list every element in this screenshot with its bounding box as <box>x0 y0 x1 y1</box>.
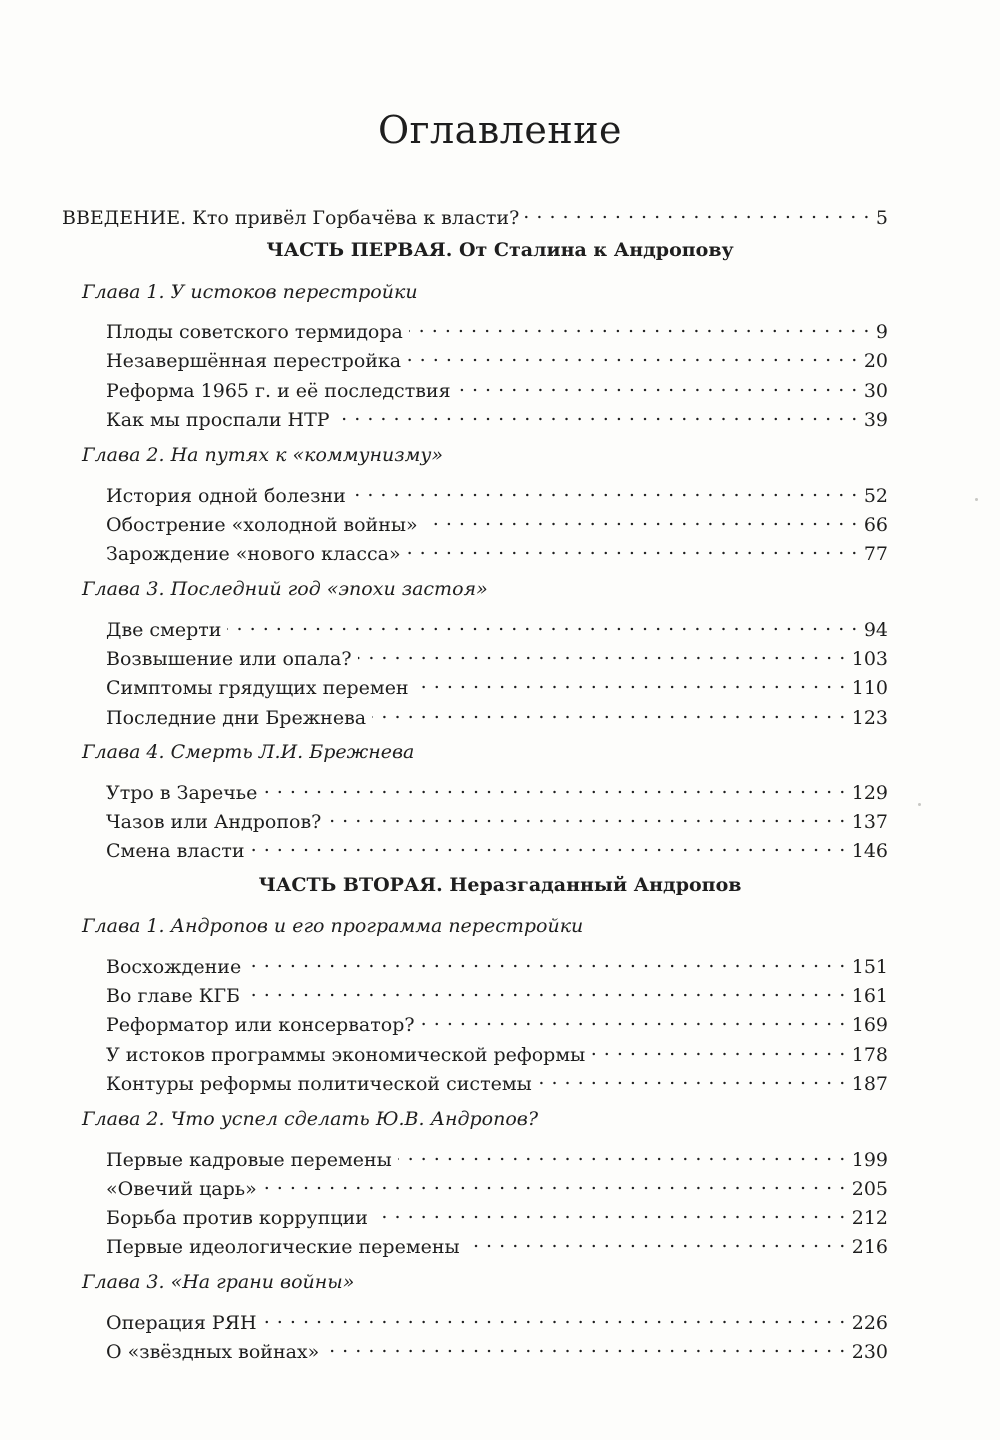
leader-dots <box>421 1007 846 1031</box>
toc-entry-page: 39 <box>863 409 888 431</box>
toc-entry-page: 199 <box>851 1149 888 1171</box>
toc-entry-title: Незавершённая перестройка <box>106 350 402 372</box>
leader-dots <box>327 804 845 828</box>
toc-entry-title: Восхождение <box>106 956 242 978</box>
toc-entry-title: Первые идеологические перемены <box>106 1236 460 1258</box>
toc-entry-title: Плоды советского термидора <box>106 321 403 343</box>
toc-entry-title: ВВЕДЕНИЕ. Кто привёл Горбачёва к власти? <box>62 207 520 229</box>
toc-entry-title: Две смерти <box>106 619 222 641</box>
part-heading <box>0 238 1000 262</box>
toc-entry-page: 30 <box>863 380 888 402</box>
toc-entry[interactable] <box>106 641 888 671</box>
toc-entry[interactable] <box>106 373 888 403</box>
toc-entry[interactable] <box>106 536 888 566</box>
toc-entry-page: 169 <box>851 1014 888 1036</box>
leader-dots <box>325 1334 845 1358</box>
chapter-heading: Глава 1. У истоков перестройки <box>82 281 418 303</box>
leader-dots <box>457 373 858 397</box>
toc-entry-title: О «звёздных войнах» <box>106 1341 320 1363</box>
leader-dots <box>525 200 870 224</box>
toc-entry-introduction[interactable] <box>62 200 888 230</box>
toc-entry-title: Реформатор или консерватор? <box>106 1014 415 1036</box>
leader-dots <box>263 775 845 799</box>
leader-dots <box>398 1142 846 1166</box>
toc-entry[interactable] <box>106 978 888 1008</box>
part-name: От Сталина к Андропову <box>458 239 734 261</box>
leader-dots <box>374 1200 846 1224</box>
toc-entry-title: Симптомы грядущих перемен <box>106 677 409 699</box>
toc-entry-title: Обострение «холодной войны» <box>106 514 418 536</box>
leader-dots <box>407 536 858 560</box>
leader-dots <box>591 1037 845 1061</box>
toc-entry[interactable] <box>106 1066 888 1096</box>
leader-dots <box>352 478 858 502</box>
chapter-heading: Глава 1. Андропов и его программа перестройки <box>82 915 584 937</box>
toc-entry-title: Возвышение или опала? <box>106 648 352 670</box>
chapter-heading: Глава 3. «На грани войны» <box>82 1271 355 1293</box>
leader-dots <box>466 1229 846 1253</box>
leader-dots <box>372 700 846 724</box>
toc-entry[interactable] <box>106 1037 888 1067</box>
leader-dots <box>227 612 857 636</box>
toc-entry-page: 216 <box>851 1236 888 1258</box>
toc-entry[interactable] <box>106 314 888 344</box>
chapter-heading: Глава 2. Что успел сделать Ю.В. Андропов? <box>82 1108 539 1130</box>
toc-entry-page: 178 <box>851 1044 888 1066</box>
toc-entry-page: 77 <box>863 543 888 565</box>
toc-entry-page: 161 <box>851 985 888 1007</box>
chapter-heading: Глава 3. Последний год «эпохи застоя» <box>82 578 488 600</box>
toc-entry-page: 129 <box>851 782 888 804</box>
toc-entry-page: 146 <box>851 840 888 862</box>
toc-entry-page: 205 <box>851 1178 888 1200</box>
toc-entry-page: 151 <box>851 956 888 978</box>
toc-entry-page: 110 <box>851 677 888 699</box>
toc-entry[interactable] <box>106 775 888 805</box>
chapter-heading: Глава 4. Смерть Л.И. Брежнева <box>82 741 415 763</box>
scan-speck <box>918 803 921 806</box>
part-label: ЧАСТЬ ПЕРВАЯ. <box>266 239 453 261</box>
leader-dots <box>247 949 846 973</box>
leader-dots <box>538 1066 846 1090</box>
toc-entry-title: Как мы проспали НТР <box>106 409 330 431</box>
leader-dots <box>246 978 846 1002</box>
leader-dots <box>407 343 858 367</box>
toc-entry-title: Реформа 1965 г. и её последствия <box>106 380 451 402</box>
leader-dots <box>415 670 846 694</box>
part-heading <box>0 873 1000 897</box>
toc-entry-title: Утро в Заречье <box>106 782 258 804</box>
toc-entry[interactable] <box>106 402 888 432</box>
toc-entry-title: Во главе КГБ <box>106 985 241 1007</box>
leader-dots <box>424 507 858 531</box>
scan-speck <box>975 498 978 501</box>
leader-dots <box>263 1305 846 1329</box>
toc-entry-page: 226 <box>851 1312 888 1334</box>
leader-dots <box>409 314 870 338</box>
toc-entry-page: 94 <box>863 619 888 641</box>
toc-entry-page: 103 <box>851 648 888 670</box>
toc-entry[interactable] <box>106 833 888 863</box>
toc-entry[interactable] <box>106 1171 888 1201</box>
toc-entry[interactable] <box>106 949 888 979</box>
toc-entry-page: 230 <box>851 1341 888 1363</box>
leader-dots <box>358 641 846 665</box>
toc-entry-page: 187 <box>851 1073 888 1095</box>
toc-entry[interactable] <box>106 612 888 642</box>
toc-entry[interactable] <box>106 507 888 537</box>
toc-entry[interactable] <box>106 1142 888 1172</box>
toc-entry-title: Операция РЯН <box>106 1312 257 1334</box>
toc-entry[interactable] <box>106 804 888 834</box>
part-name: Неразгаданный Андропов <box>449 874 742 896</box>
part-label: ЧАСТЬ ВТОРАЯ. <box>258 874 443 896</box>
toc-entry-page: 52 <box>863 485 888 507</box>
toc-entry[interactable] <box>106 670 888 700</box>
toc-entry-title: Чазов или Андропов? <box>106 811 322 833</box>
leader-dots <box>263 1171 846 1195</box>
toc-entry-page: 9 <box>875 321 888 343</box>
toc-entry-title: Борьба против коррупции <box>106 1207 368 1229</box>
toc-entry-page: 66 <box>863 514 888 536</box>
toc-entry-title: Зарождение «нового класса» <box>106 543 401 565</box>
toc-entry-title: История одной болезни <box>106 485 346 507</box>
toc-entry-page: 5 <box>875 207 888 229</box>
leader-dots <box>251 833 846 857</box>
toc-entry-title: «Овечий царь» <box>106 1178 257 1200</box>
leader-dots <box>336 402 858 426</box>
toc-entry-page: 20 <box>863 350 888 372</box>
toc-entry[interactable] <box>106 1229 888 1259</box>
toc-entry-title: Смена власти <box>106 840 245 862</box>
toc-entry-title: Последние дни Брежнева <box>106 707 367 729</box>
page-title: Оглавление <box>377 108 623 152</box>
toc-entry[interactable] <box>106 1334 888 1364</box>
toc-entry-page: 212 <box>851 1207 888 1229</box>
toc-entry[interactable] <box>106 343 888 373</box>
toc-entry-page: 123 <box>851 707 888 729</box>
toc-entry-title: У истоков программы экономической реформы <box>106 1044 586 1066</box>
toc-entry[interactable] <box>106 1200 888 1230</box>
toc-entry-title: Первые кадровые перемены <box>106 1149 392 1171</box>
toc-entry[interactable] <box>106 1007 888 1037</box>
chapter-heading: Глава 2. На путях к «коммунизму» <box>82 444 443 466</box>
toc-entry-page: 137 <box>851 811 888 833</box>
toc-entry-title: Контуры реформы политической системы <box>106 1073 532 1095</box>
toc-entry[interactable] <box>106 478 888 508</box>
toc-entry[interactable] <box>106 1305 888 1335</box>
toc-entry[interactable] <box>106 700 888 730</box>
